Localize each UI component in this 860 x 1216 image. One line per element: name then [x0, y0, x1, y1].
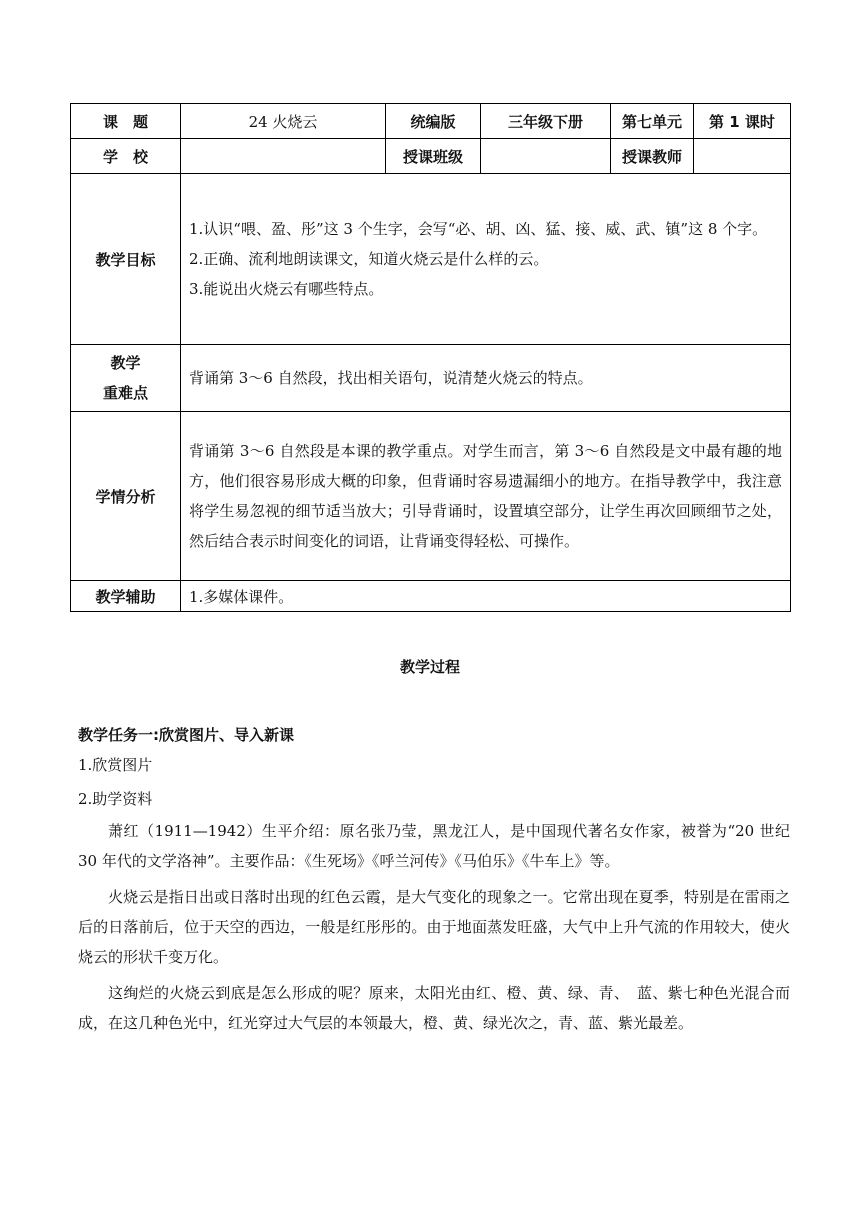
class-value — [481, 139, 611, 174]
period-cell: 第 1 课时 — [694, 104, 791, 139]
task-heading: 教学任务一:欣赏图片、导入新课 — [78, 726, 295, 744]
paragraph: 火烧云是指日出或日落时出现的红色云霞，是大气变化的现象之一。它常出现在夏季，特别是在雷雨之后的日落前后，位于天空的西边，一般是红彤彤的。由于地面蒸发旺盛，大气中上升气流的作用较大，使火烧云的形状千变万化。 — [78, 888, 790, 966]
list-item: 2.助学资料 — [78, 790, 153, 808]
key-points-label-line1: 教学 — [110, 354, 141, 372]
list-item: 1.欣赏图片 — [78, 756, 153, 774]
process-body — [78, 722, 790, 1038]
teacher-value — [694, 139, 791, 174]
table-row — [71, 345, 791, 412]
goal-item: 3.能说出火烧云有哪些特点。 — [189, 280, 384, 298]
process-heading: 教学过程 — [399, 658, 460, 676]
aids-content: 1.多媒体课件。 — [181, 581, 791, 612]
school-label: 学 校 — [71, 139, 181, 174]
school-value — [181, 139, 386, 174]
key-points-text: 背诵第 3～6 自然段，找出相关语句，说清楚火烧云的特点。 — [189, 369, 593, 387]
table-row — [71, 139, 791, 174]
grade-cell: 三年级下册 — [481, 104, 611, 139]
paragraph: 萧红（1911—1942）生平介绍：原名张乃莹，黑龙江人，是中国现代著名女作家，被誉为“20 世纪 30 年代的文学洛神”。主要作品：《生死场》《呼兰河传》《马伯乐》《牛车上》等。 — [78, 822, 790, 870]
goals-content — [181, 174, 791, 345]
class-label: 授课班级 — [386, 139, 481, 174]
goal-item: 2.正确、流利地朗读课文，知道火烧云是什么样的云。 — [189, 250, 549, 268]
edition-cell: 统编版 — [386, 104, 481, 139]
key-points-label-line2: 重难点 — [102, 384, 148, 402]
lesson-title: 24 火烧云 — [181, 104, 386, 139]
paragraph: 这绚烂的火烧云到底是怎么形成的呢？原来，太阳光由红、橙、黄、绿、青、 蓝、紫七种色光混合而成，在这几种色光中，红光穿过大气层的本领最大，橙、黄、绿光次之，青、蓝、紫光最差。 — [78, 984, 790, 1032]
analysis-text: 背诵第 3～6 自然段是本课的教学重点。对学生而言，第 3～6 自然段是文中最有趣的地方，他们很容易形成大概的印象，但背诵时容易遗漏细小的地方。在指导教学中，我注意将学生易忽视的细节适当放大；引导背诵时，设置填空部分，让学生再次回顾细节之处，然后结合表示时间变化的词语，让背诵变得轻松、可操作。 — [189, 442, 782, 550]
topic-label: 课 题 — [71, 104, 181, 139]
teacher-label: 授课教师 — [611, 139, 694, 174]
key-points-content — [181, 345, 791, 412]
unit-cell: 第七单元 — [611, 104, 694, 139]
table-row — [71, 104, 791, 139]
analysis-content — [181, 412, 791, 581]
goal-item: 1.认识“喂、盈、彤”这 3 个生字，会写“必、胡、凶、猛、接、威、武、镇”这 8 个字。 — [189, 220, 768, 238]
key-points-label — [71, 345, 181, 412]
table-row — [71, 412, 791, 581]
aids-label: 教学辅助 — [71, 581, 181, 612]
lesson-info-table — [70, 103, 791, 612]
table-row — [71, 581, 791, 612]
table-row — [71, 174, 791, 345]
analysis-label: 学情分析 — [71, 412, 181, 581]
goals-label: 教学目标 — [71, 174, 181, 345]
